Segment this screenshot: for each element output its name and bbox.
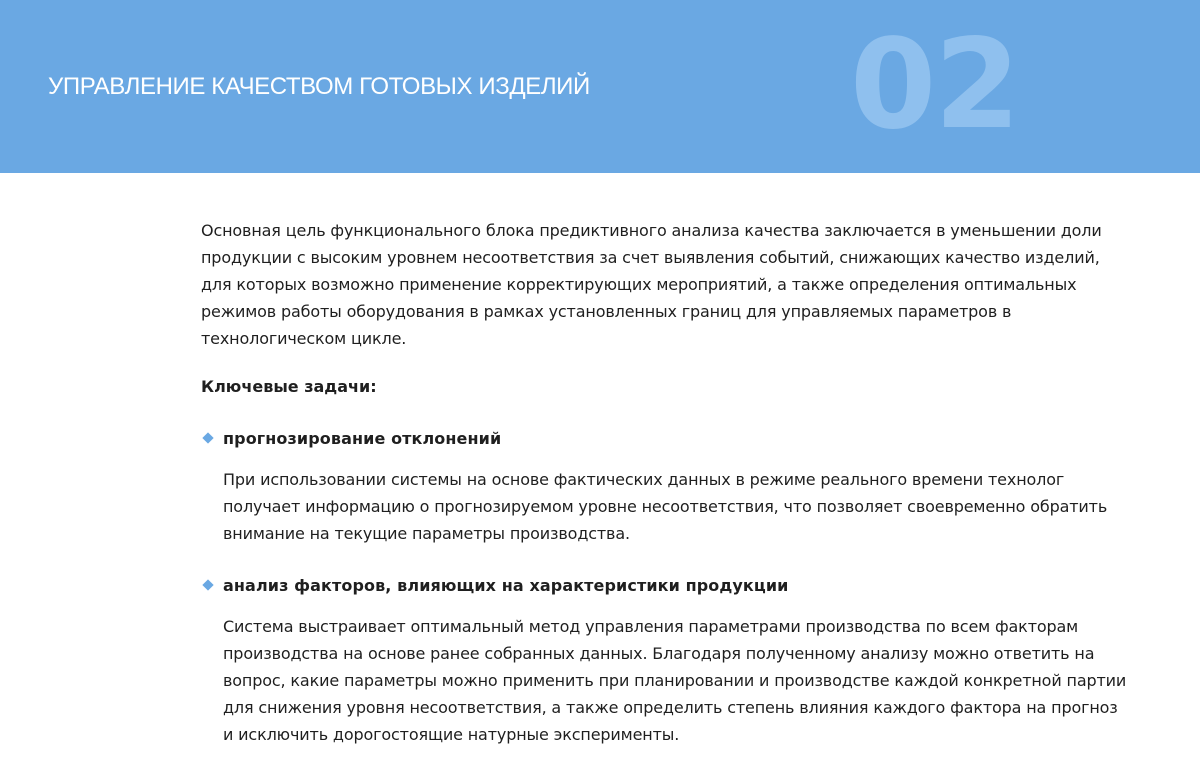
task-title: анализ факторов, влияющих на характеристики продукции: [223, 576, 789, 595]
section-banner: [0, 0, 1200, 173]
section-title: УПРАВЛЕНИЕ КАЧЕСТВОМ ГОТОВЫХ ИЗДЕЛИЙ: [48, 73, 590, 100]
intro-paragraph: Основная цель функционального блока предиктивного анализа качества заключается в уменьшении доли продукции с высоким уровнем несоответствия за счет выявления событий, снижающих качество изделий, для которых возможно применение корректирующих мероприятий, а также определения оптимальных режимов работы оборудования в рамках установленных границ для управляемых параметров в технологическом цикле.: [201, 221, 1102, 348]
task-title: прогнозирование отклонений: [223, 429, 502, 448]
diamond-bullet-icon: [202, 432, 213, 443]
key-tasks-heading: Ключевые задачи:: [201, 377, 377, 396]
task-description: Система выстраивает оптимальный метод управления параметрами производства по всем факторам производства на основе ранее собранных данных. Благодаря полученному анализу можно ответить на вопрос, какие параметры можно применить при планировании и производстве каждой конкретной партии для снижения уровня несоответствия, а также определить степень влияния каждого фактора на прогноз и исключить дорогостоящие натурные эксперименты.: [223, 617, 1127, 744]
task-item: [201, 428, 1131, 547]
task-description: При использовании системы на основе фактических данных в режиме реального времени технолог получает информацию о прогнозируемом уровне несоответствия, что позволяет своевременно обратить внимание на текущие параметры производства.: [223, 470, 1108, 543]
task-title-row: [201, 428, 1131, 450]
task-title-row: [201, 575, 1131, 597]
section-content: [201, 217, 1131, 748]
task-item: [201, 575, 1131, 748]
section-number: 02: [850, 13, 1019, 157]
diamond-bullet-icon: [202, 579, 213, 590]
